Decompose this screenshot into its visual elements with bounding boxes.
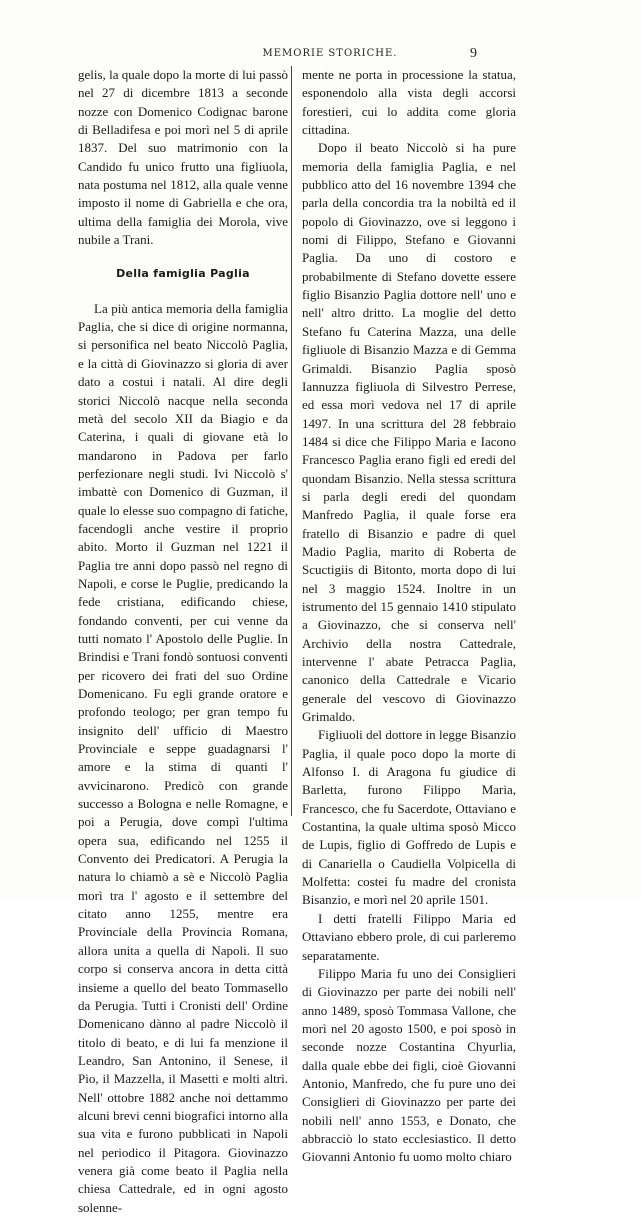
paragraph: Figliuoli del dottore in legge Bisanzio Paglia, il quale poco dopo la morte di Alfonso I. di Aragona fu giudice di Barletta, furono Filippo Maria, Francesco, che fu Sacerdote, Ottaviano e Costantina, la quale ultima sposò Micco de Lupis, figlio di Goffredo de Lupis e di Canariella o Caudiella Volpicella di Molfetta: costei fu madre del cronista Bisanzio, e morì nel 20 aprile 1501. xyxy=(302,727,516,908)
paragraph: Dopo il beato Niccolò si ha pure memoria della famiglia Paglia, e nel pubblico atto del 16 novembre 1394 che parla della concordia tra la nobiltà ed il popolo di Giovinazzo, ove si leggono i nomi di Filippo, Stefano e Giovanni Paglia. Da uno di costoro e probabilmente di Stefano dovette essere figlio Bisanzio Paglia dottore nell' uno e nell' altro dritto. La moglie del detto Stefano fu Caterina Mazza, una delle figliuole di Bisanzio Mazza e di Gemma Grimaldi. Bisanzio Paglia sposò Iannuzza figliuola di Silvestro Perrese, ed essa morì vedova nel 17 di aprile 1497. In una scrittura del 28 febbraio 1484 si dice che Filippo Maria e Iacono Francesco Paglia erano figli ed eredi del quondam Bisanzio. Nella stessa scrittura si parla degli eredi del quondam Manfredo Paglia, il quale forse era fratello di Bisanzio e padre di quel Madio Paglia, marito di Roberta de Scuctigiis di Bitonto, morta dopo di lui nel 3 maggio 1524. Inoltre in un istrumento del 15 gennaio 1410 stipulato a Giovinazzo, che si conserva nell' Archivio della nostra Cattedrale, intervenne l' abate Petracca Paglia, canonico della Cattedrale e Vicario generale del vescovo di Giovinazzo Grimaldo. xyxy=(302,140,516,725)
right-column xyxy=(302,66,516,1167)
column-divider xyxy=(291,66,292,816)
page-number: 9 xyxy=(470,46,477,61)
paragraph: Filippo Maria fu uno dei Consiglieri di Giovinazzo per parte dei nobili nell' anno 1489, sposò Tommasa Vallone, che morì nel 20 agosto 1500, e poi sposò in seconde nozze Costantina Chyurlia, dalla quale ebbe dei figli, cioè Giovanni Antonio, Manfredo, che fu pure uno dei Consiglieri di Giovinazzo per parte dei nobili nell' anno 1553, e Donato, che abbracciò lo stato ecclesiastico. Il detto Giovanni Antonio fu uomo molto chiaro xyxy=(302,965,516,1165)
left-column xyxy=(78,66,288,1217)
paragraph: I detti fratelli Filippo Maria ed Ottaviano ebbero prole, di cui parleremo separatamente. xyxy=(302,910,516,963)
running-title: MEMORIE STORICHE. xyxy=(262,48,398,59)
paragraph: La più antica memoria della famiglia Paglia, che si dice di origine normanna, si personifica nel beato Niccolò Paglia, e la città di Giovinazzo si gloria di aver dato a costui i natali. Al dire degli storici Niccolò nacque nella seconda metà del secolo XII da Biagio e da Caterina, i quali di giovane età lo mandarono in Padova per farlo perfezionare negli studi. Ivi Niccolò s' imbattè con Domenico di Guzman, il quale lo elesse suo compagno di fatiche, facendogli anche vestire il proprio abito. Morto il Guzman nel 1221 il Paglia tre anni dopo passò nel regno di Napoli, e corse le Puglie, predicando la fede cristiana, edificando chiese, fondando conventi, per cui venne da tutti nomato l' Apostolo delle Puglie. In Brindisi e Trani fondò sontuosi conventi per ricovero dei frati del suo Ordine Domenicano. Fu egli grande oratore e profondo teologo; per gran tempo fu insignito dell' ufficio di Maestro Provinciale e seppe guadagnarsi l' amore e la stima di quanti l' avvicinarono. Predicò con grande successo a Bologna e nelle Romagne, e poi a Perugia, dove compì l'ultima opera sua, edificando nel 1255 il Convento dei Predicatori. A Perugia la natura lo chiamò a sè e Niccolò Paglia morì tra l' agosto e il settembre del citato anno 1255, mentre era Provinciale della Provincia Romana, allora unita a quella di Napoli. Il suo corpo si conserva ancora in detta città insieme a quello del beato Tommasello da Perugia. Tutti i Cronisti dell' Ordine Domenicano dànno al padre Niccolò il titolo di beato, e di lui fa menzione il Leandro, San Antonino, il Senese, il Pio, il Mazzella, il Masetti e molti altri. Nell' ottobre 1882 anche noi dettammo alcuni brevi cenni biografici intorno alla sua vita e furono pubblicati in Napoli nel periodico il Pitagora. Giovinazzo venera già come beato il Paglia nella chiesa Cattedrale, ed in ogni agosto solenne- xyxy=(78,300,288,1215)
paragraph: gelis, la quale dopo la morte di lui passò nel 27 di dicembre 1813 a seconde nozze con Domenico Codignac barone di Belladifesa e poi morì nel 5 di aprile 1837. Del suo matrimonio con la Candido fu unico frutto una figliuola, nata postuma nel 1812, alla quale venne imposto il nome di Gabriella e che ora, ultima della famiglia dei Morola, vive nubile a Trani. xyxy=(78,67,288,248)
section-heading: Della famiglia Paglia xyxy=(116,267,250,281)
paragraph: mente ne porta in processione la statua, esponendolo alla vista degli accorsi forestieri, cui lo addita come gloria cittadina. xyxy=(302,67,516,138)
